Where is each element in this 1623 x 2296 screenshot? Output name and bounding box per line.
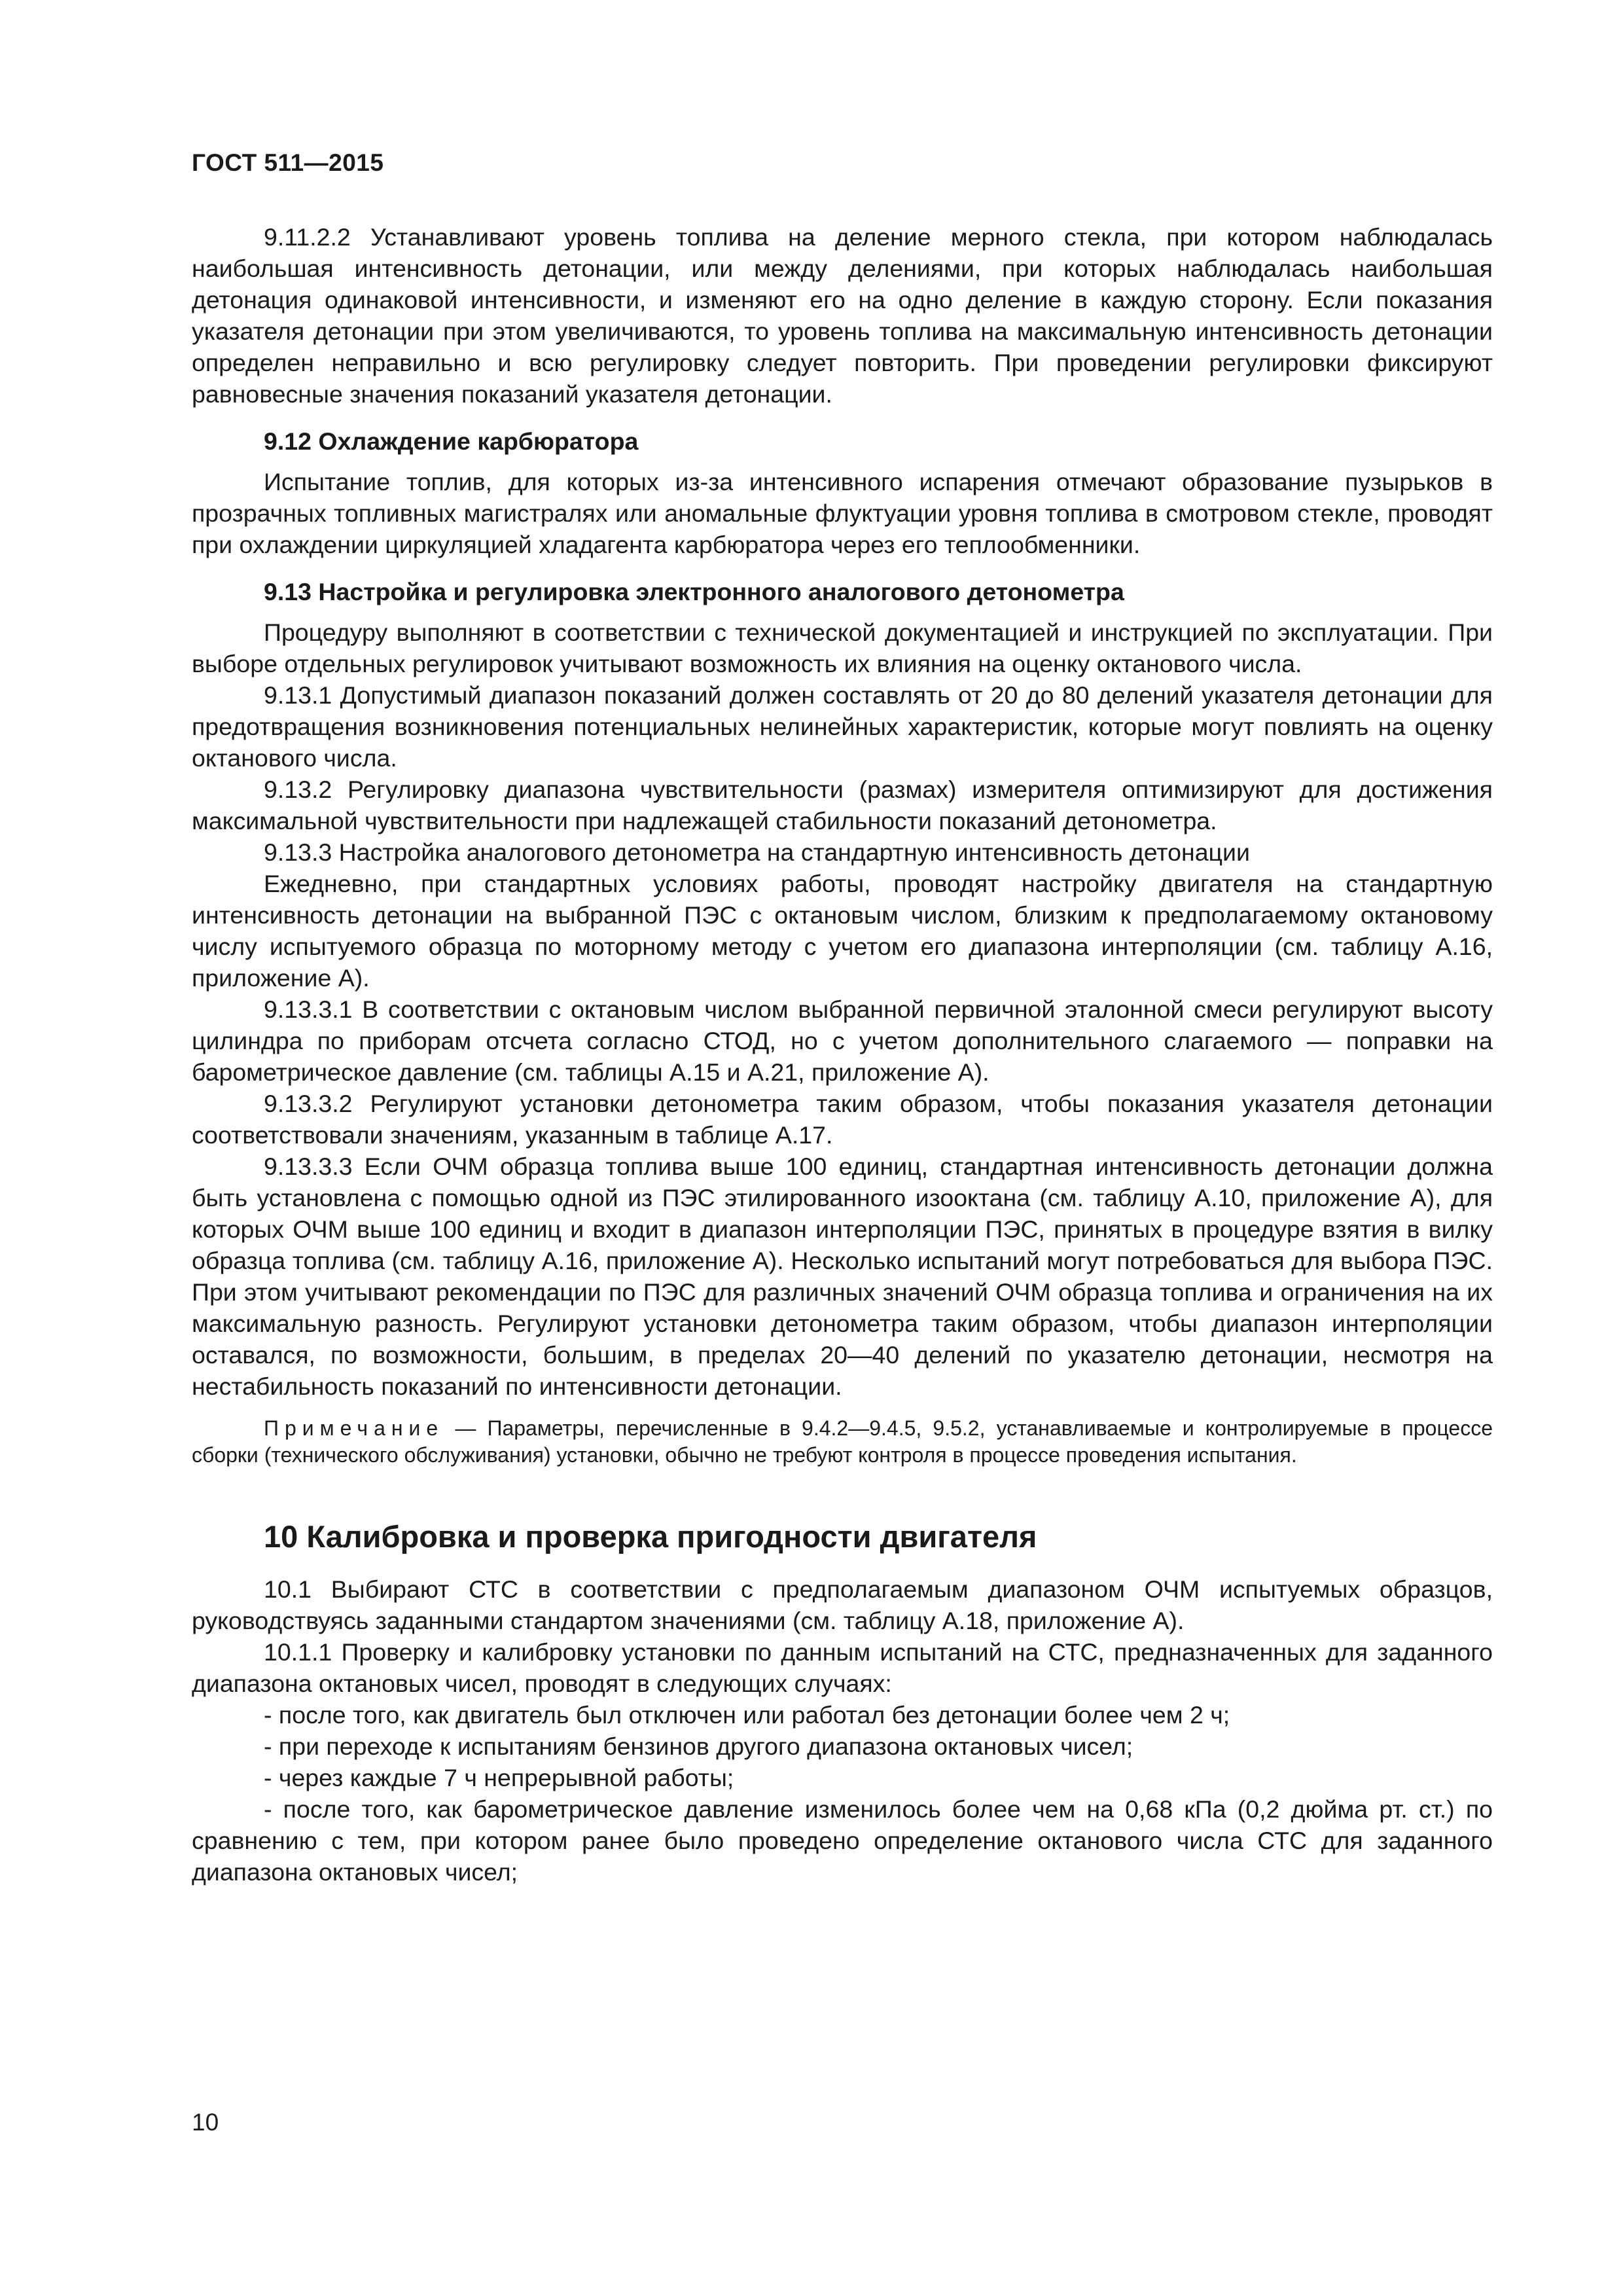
heading-9-13: 9.13 Настройка и регулировка электронного аналогового детонометра xyxy=(264,578,1124,605)
paragraph-9-13-3-daily: Ежедневно, при стандартных условиях работы, проводят настройку двигателя на стандартную интенсивность детонации на выбранной ПЭС с октановым числом, близким к предполагаемому октановому числу испытуемого образца по моторному методу с учетом его диапазона интерполяции (см. таблицу А.16, приложение А). xyxy=(192,870,1493,992)
document-code-header: ГОСТ 511—2015 xyxy=(192,149,384,176)
document-body xyxy=(192,221,1493,1888)
list-item: - при переходе к испытаниям бензинов другого диапазона октановых чисел; xyxy=(264,1732,1133,1760)
note-label: Примечание xyxy=(264,1416,444,1440)
paragraph-9-13-2: 9.13.2 Регулировку диапазона чувствительности (размах) измерителя оптимизируют для достижения максимальной чувствительности при надлежащей стабильности показаний детонометра. xyxy=(192,776,1493,834)
paragraph-9-13-1: 9.13.1 Допустимый диапазон показаний должен составлять от 20 до 80 делений указателя детонации для предотвращения возникновения потенциальных нелинейных характеристик, которые могут повлиять на оценку октанового числа. xyxy=(192,681,1493,772)
list-item: - через каждые 7 ч непрерывной работы; xyxy=(264,1764,734,1791)
note-text: — Параметры, перечисленные в 9.4.2—9.4.5, 9.5.2, устанавливаемые и контролируемые в процессе сборки (технического обслуживания) установки, обычно не требуют контроля в процессе проведения испытания. xyxy=(192,1416,1493,1467)
paragraph-9-13-3: 9.13.3 Настройка аналогового детонометра на стандартную интенсивность детонации xyxy=(264,838,1250,866)
paragraph-10-1: 10.1 Выбирают СТС в соответствии с предполагаемым диапазоном ОЧМ испытуемых образцов, руководствуясь заданными стандартом значениями (см. таблицу А.18, приложение А). xyxy=(192,1575,1493,1634)
paragraph-10-1-1: 10.1.1 Проверку и калибровку установки по данным испытаний на СТС, предназначенных для заданного диапазона октановых чисел, проводят в следующих случаях: xyxy=(192,1638,1493,1697)
list-item: - после того, как барометрическое давление изменилось более чем на 0,68 кПа (0,2 дюйма рт. ст.) по сравнению с тем, при котором ранее было проведено определение октанового числа СТС для заданного диапазона октановых чисел; xyxy=(192,1795,1493,1886)
list-item: - после того, как двигатель был отключен или работал без детонации более чем 2 ч; xyxy=(264,1701,1230,1729)
paragraph-9-13-3-3: 9.13.3.3 Если ОЧМ образца топлива выше 100 единиц, стандартная интенсивность детонации должна быть установлена с помощью одной из ПЭС этилированного изооктана (см. таблицу А.10, приложение А), для которых ОЧМ выше 100 единиц и входит в диапазон интерполяции ПЭС, принятых в процедуре взятия в вилку образца топлива (см. таблицу А.16, приложение А). Несколько испытаний могут потребоваться для выбора ПЭС. При этом учитывают рекомендации по ПЭС для различных значений ОЧМ образца топлива и ограничения на их максимальную разность. Регулируют установки детонометра таким образом, чтобы диапазон интерполяции оставался, по возможности, большим, в пределах 20—40 делений по указателю детонации, несмотря на нестабильность показаний по интенсивности детонации. xyxy=(192,1153,1493,1400)
paragraph-9-12: Испытание топлив, для которых из-за интенсивного испарения отмечают образование пузырьков в прозрачных топливных магистралях или аномальные флуктуации уровня топлива в смотровом стекле, проводят при охлаждении циркуляцией хладагента карбюратора через его теплообменники. xyxy=(192,468,1493,558)
page-number: 10 xyxy=(192,2109,219,2136)
heading-section-10: 10 Калибровка и проверка пригодности двигателя xyxy=(264,1519,1037,1554)
paragraph-9-11-2-2: 9.11.2.2 Устанавливают уровень топлива на деление мерного стекла, при котором наблюдалась наибольшая интенсивность детонации, или между делениями, при которых наблюдалась наибольшая детонация одинаковой интенсивности, и изменяют его на одно деление в каждую сторону. Если показания указателя детонации при этом увеличиваются, то уровень топлива на максимальную интенсивность детонации определен неправильно и всю регулировку следует повторить. При проведении регулировки фиксируют равновесные значения показаний указателя детонации. xyxy=(192,223,1493,408)
heading-9-12: 9.12 Охлаждение карбюратора xyxy=(264,427,639,455)
paragraph-9-13: Процедуру выполняют в соответствии с технической документацией и инструкцией по эксплуатации. При выборе отдельных регулировок учитывают возможность их влияния на оценку октанового числа. xyxy=(192,619,1493,677)
paragraph-9-13-3-2: 9.13.3.2 Регулируют установки детонометра таким образом, чтобы показания указателя детонации соответствовали значениям, указанным в таблице А.17. xyxy=(192,1090,1493,1149)
paragraph-9-13-3-1: 9.13.3.1 В соответствии с октановым числом выбранной первичной эталонной смеси регулируют высоту цилиндра по приборам отсчета согласно СТОД, но с учетом дополнительного слагаемого — поправки на барометрическое давление (см. таблицы А.15 и А.21, приложение А). xyxy=(192,996,1493,1086)
note-paragraph xyxy=(192,1415,1493,1469)
